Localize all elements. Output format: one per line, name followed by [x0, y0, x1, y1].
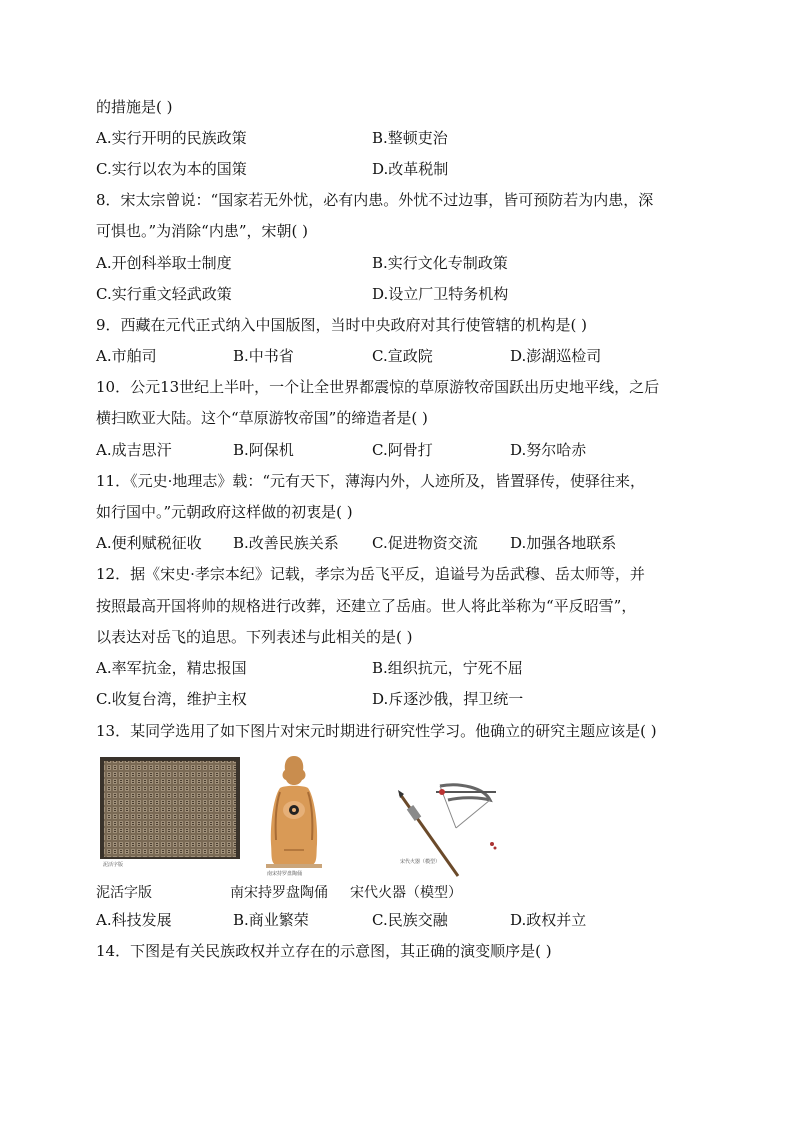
q12-stem-line3: 以表达对岳飞的追思。下列表述与此相关的是( ) [96, 628, 413, 646]
q13-stem-line1: 13．某同学选用了如下图片对宋元时期进行研究性学习。他确立的研究主题应该是( ) [96, 722, 657, 740]
q8-option-a: A.开创科举取士制度 [96, 254, 232, 272]
q8-option-c: C.实行重文轻武政策 [96, 285, 232, 303]
q13-option-b: B.商业繁荣 [233, 911, 309, 929]
q9-option-c: C.宣政院 [372, 347, 433, 365]
q12-stem-line1: 12．据《宋史·孝宗本纪》记载，孝宗为岳飞平反，追谥号为岳武穆、岳太师等，并 [96, 565, 645, 583]
q12-option-b: B.组织抗元，宁死不屈 [372, 659, 523, 677]
q13-option-d: D.政权并立 [510, 911, 587, 929]
q8-option-b: B.实行文化专制政策 [372, 254, 508, 272]
q10-stem-line1: 10．公元13世纪上半叶，一个让全世界都震惊的草原游牧帝国跃出历史地平线，之后 [96, 378, 660, 396]
q10-stem-line2: 横扫欧亚大陆。这个“草原游牧帝国”的缔造者是( ) [96, 409, 428, 427]
q11-stem-line1: 11．《元史·地理志》载：“元有天下，薄海内外，人迹所及，皆置驿传，使驿往来， [96, 472, 646, 490]
q7-option-a: A.实行开明的民族政策 [96, 129, 247, 147]
pottery-figurine-icon [258, 752, 330, 876]
q10-option-d: D.努尔哈赤 [510, 441, 587, 459]
clay-type-plate-inner-label: 泥活字版 [103, 862, 124, 868]
q9-option-a: A.市舶司 [96, 347, 157, 365]
q13-image1-caption: 泥活字版 [96, 885, 152, 901]
clay-type-plate-icon [100, 757, 240, 871]
q8-stem-line2: 可惧也。”为消除“内患”，宋朝( ) [96, 222, 308, 240]
q11-option-b: B.改善民族关系 [233, 534, 339, 552]
firearm-model-image [396, 778, 500, 886]
q8-stem-line1: 8．宋太宗曾说：“国家若无外忧，必有内患。外忧不过边事，皆可预防若为内患，深 [96, 191, 654, 209]
q8-option-d: D.设立厂卫特务机构 [372, 285, 509, 303]
q9-stem-line1: 9．西藏在元代正式纳入中国版图，当时中央政府对其行使管辖的机构是( ) [96, 316, 588, 334]
q12-option-d: D.斥逐沙俄，捍卫统一 [372, 690, 524, 708]
q9-option-d: D.澎湖巡检司 [510, 347, 602, 365]
q12-option-a: A.率军抗金，精忠报国 [96, 659, 247, 677]
q9-option-b: B.中书省 [233, 347, 294, 365]
q13-option-a: A.科技发展 [96, 911, 172, 929]
pottery-figurine-image [258, 752, 330, 876]
q12-stem-line2: 按照最高开国将帅的规格进行改葬，还建立了岳庙。世人将此举称为“平反昭雪”， [96, 597, 637, 615]
firearm-model-icon [396, 778, 500, 886]
q13-image2-caption: 南宋持罗盘陶俑 [230, 885, 328, 901]
q11-option-d: D.加强各地联系 [510, 534, 617, 552]
q10-option-b: B.阿保机 [233, 441, 294, 459]
q7-option-d: D.改革税制 [372, 160, 449, 178]
pottery-figurine-inner-label: 南宋持罗盘陶俑 [267, 871, 303, 877]
q14-stem-line1: 14．下图是有关民族政权并立存在的示意图，其正确的演变顺序是( ) [96, 942, 552, 960]
q11-option-c: C.促进物资交流 [372, 534, 478, 552]
q13-option-c: C.民族交融 [372, 911, 448, 929]
q10-option-a: A.成吉思汗 [96, 441, 172, 459]
q10-option-c: C.阿骨打 [372, 441, 433, 459]
q12-option-c: C.收复台湾，维护主权 [96, 690, 247, 708]
q11-option-a: A.便利赋税征收 [96, 534, 202, 552]
q11-stem-line2: 如行国中。”元朝政府这样做的初衷是( ) [96, 503, 353, 521]
firearm-model-inner-label: 宋代火器（模型） [400, 859, 441, 865]
q7-stem-tail: 的措施是( ) [96, 98, 173, 116]
q7-option-c: C.实行以农为本的国策 [96, 160, 247, 178]
q13-image3-caption: 宋代火器（模型） [350, 885, 462, 901]
clay-type-plate-image [100, 757, 240, 871]
q7-option-b: B.整顿吏治 [372, 129, 448, 147]
